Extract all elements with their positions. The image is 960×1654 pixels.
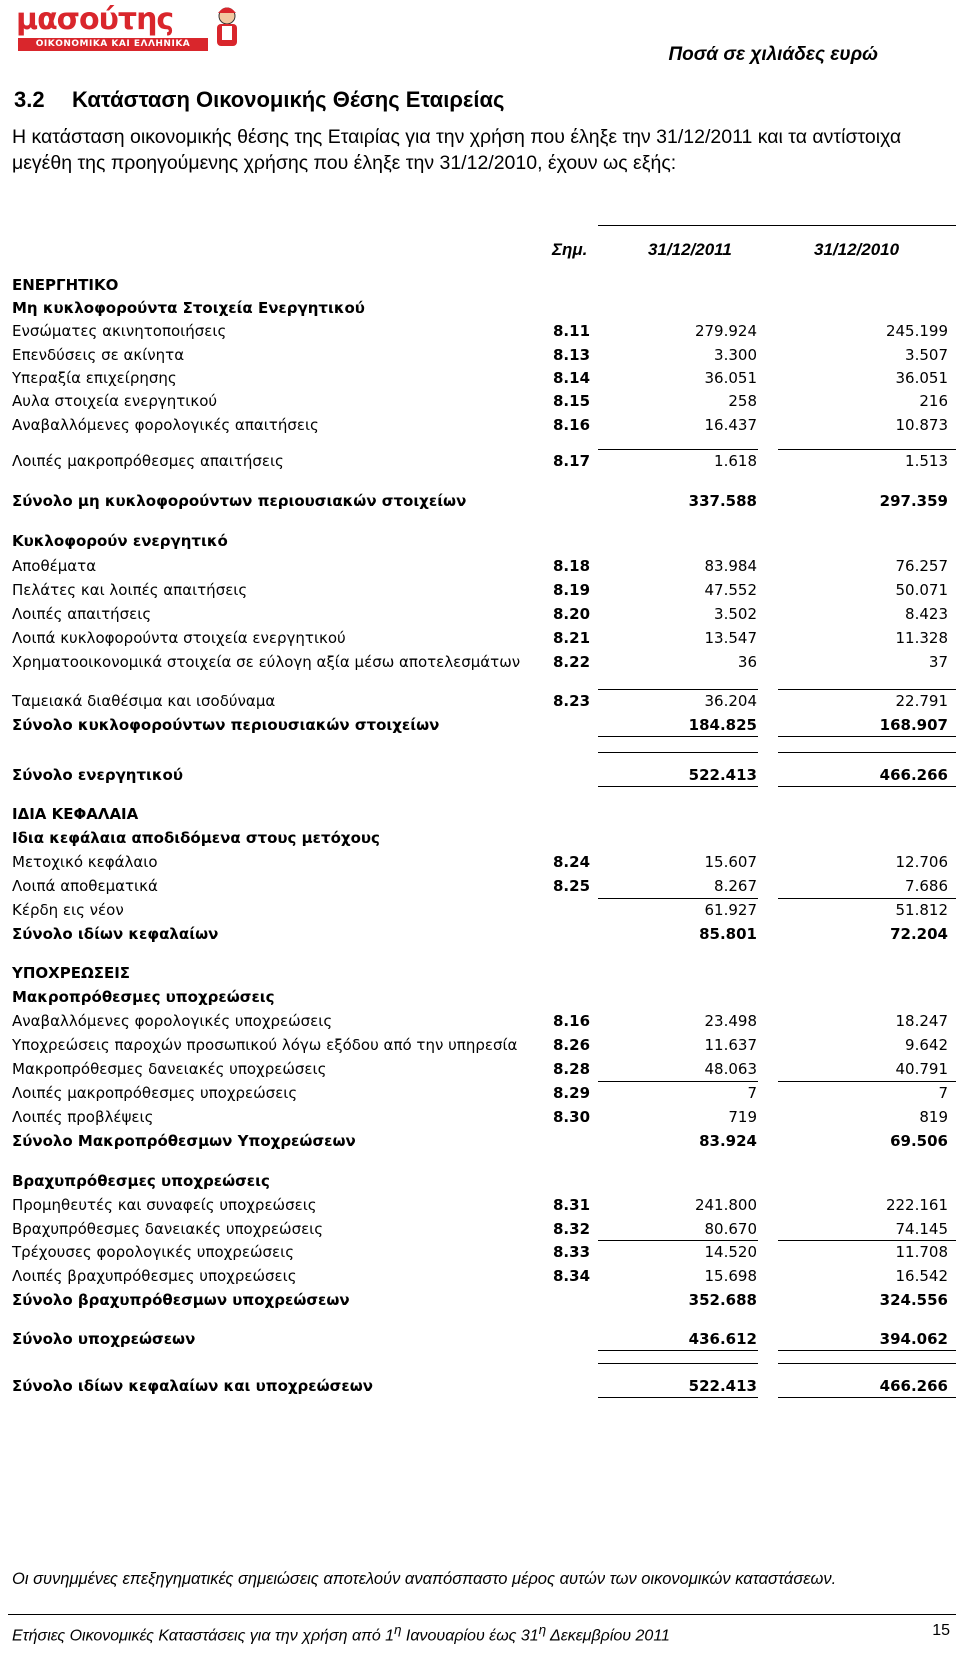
value-2011: 184.825 <box>688 716 757 734</box>
value-2011: 14.520 <box>704 1243 757 1261</box>
row-label: Μακροπρόθεσμες δανειακές υποχρεώσεις <box>12 1060 327 1078</box>
value-2011: 522.413 <box>688 766 757 784</box>
row-label: Λοιπές απαιτήσεις <box>12 605 152 623</box>
row-note: 8.14 <box>553 369 591 387</box>
table-rule <box>778 736 956 737</box>
row-label: Μακροπρόθεσμες υποχρεώσεις <box>12 988 275 1006</box>
value-2010: 11.708 <box>895 1243 948 1261</box>
footer-text-part2: Ιανουαρίου έως 31 <box>401 1627 539 1645</box>
value-2010: 216 <box>919 392 948 410</box>
footnote: Οι συνημμένες επεξηγηματικές σημειώσεις αποτελούν αναπόσπαστο μέρος αυτών των οικονομικών καταστάσεων. <box>12 1570 837 1588</box>
row-label: Αποθέματα <box>12 557 97 575</box>
value-2010: 72.204 <box>890 925 948 943</box>
value-2011: 3.502 <box>714 605 757 623</box>
value-2011: 258 <box>728 392 757 410</box>
table-row <box>0 1265 960 1287</box>
table-rule <box>598 898 758 899</box>
header-2011: 31/12/2011 <box>648 240 732 259</box>
row-note: 8.28 <box>553 1060 591 1078</box>
value-2011: 279.924 <box>694 322 757 340</box>
value-2011: 352.688 <box>688 1291 757 1309</box>
value-2010: 22.791 <box>895 692 948 710</box>
row-label: ΕΝΕΡΓΗΤΙΚΟ <box>12 276 119 294</box>
total-row <box>0 764 960 786</box>
table-row <box>0 875 960 897</box>
table-row <box>0 320 960 342</box>
value-2011: 13.547 <box>704 629 757 647</box>
row-note: 8.24 <box>553 853 591 871</box>
value-2010: 10.873 <box>895 416 948 434</box>
section-title: Κατάσταση Οικονομικής Θέσης Εταιρείας <box>72 87 505 112</box>
row-note: 8.16 <box>553 1012 591 1030</box>
value-2011: 15.698 <box>704 1267 757 1285</box>
value-2011: 11.637 <box>704 1036 757 1054</box>
row-label: Μη κυκλοφορούντα Στοιχεία Ενεργητικού <box>12 299 365 317</box>
section-heading-row <box>0 827 960 849</box>
section-heading-row <box>0 1170 960 1192</box>
intro-paragraph: Η κατάσταση οικονομικής θέσης της Εταιρίας για την χρήση που έληξε την 31/12/2011 και τα αντίστοιχα μεγέθη της προηγούμενης χρήσης που έληξε την 31/12/2010, έχουν ως εξής: <box>12 126 902 174</box>
total-row <box>0 1375 960 1397</box>
table-rule <box>778 1350 956 1351</box>
value-2011: 3.300 <box>714 346 757 364</box>
row-note: 8.33 <box>553 1243 591 1261</box>
total-row <box>0 1289 960 1311</box>
table-rule <box>598 1350 758 1351</box>
row-note: 8.20 <box>553 605 591 623</box>
value-2011: 36.204 <box>704 692 757 710</box>
table-rule <box>598 786 758 787</box>
section-heading-row <box>0 962 960 984</box>
value-2011: 36 <box>737 653 757 671</box>
value-2011: 83.924 <box>699 1132 757 1150</box>
value-2010: 222.161 <box>885 1196 948 1214</box>
value-2011: 23.498 <box>704 1012 757 1030</box>
value-2010: 12.706 <box>895 853 948 871</box>
table-rule <box>598 1240 758 1241</box>
row-label: Επενδύσεις σε ακίνητα <box>12 346 185 364</box>
row-note: 8.31 <box>553 1196 591 1214</box>
section-heading-row <box>0 986 960 1008</box>
row-note: 8.25 <box>553 877 591 895</box>
table-row <box>0 1241 960 1263</box>
row-label: Χρηματοοικονομικά στοιχεία σε εύλογη αξία μέσω αποτελεσμάτων <box>12 653 521 671</box>
value-2010: 8.423 <box>905 605 948 623</box>
value-2011: 436.612 <box>688 1330 757 1348</box>
value-2011: 85.801 <box>699 925 757 943</box>
value-2011: 36.051 <box>704 369 757 387</box>
value-2011: 7 <box>747 1084 757 1102</box>
section-number: 3.2 <box>14 87 45 112</box>
value-2010: 69.506 <box>890 1132 948 1150</box>
value-2011: 522.413 <box>688 1377 757 1395</box>
table-row <box>0 1082 960 1104</box>
row-label: Βραχυπρόθεσμες δανειακές υποχρεώσεις <box>12 1220 324 1238</box>
row-label: Κυκλοφορούν ενεργητικό <box>12 532 228 550</box>
value-2010: 74.145 <box>895 1220 948 1238</box>
section-heading-row <box>0 274 960 296</box>
table-row <box>0 344 960 366</box>
value-2010: 466.266 <box>879 766 948 784</box>
value-2011: 48.063 <box>704 1060 757 1078</box>
page-number: 15 <box>932 1622 950 1639</box>
table-rule <box>778 1081 956 1082</box>
table-rule <box>598 1397 758 1398</box>
table-row <box>0 555 960 577</box>
logo-wordmark: μασούτης <box>16 2 174 37</box>
row-label: Σύνολο υποχρεώσεων <box>12 1330 196 1348</box>
value-2010: 50.071 <box>895 581 948 599</box>
row-note: 8.30 <box>553 1108 591 1126</box>
row-note: 8.15 <box>553 392 591 410</box>
mascot-icon <box>210 4 244 50</box>
row-label: Κέρδη εις νέον <box>12 901 124 919</box>
table-row <box>0 1106 960 1128</box>
total-row <box>0 1130 960 1152</box>
row-label: ΥΠΟΧΡΕΩΣΕΙΣ <box>12 964 131 982</box>
value-2010: 324.556 <box>879 1291 948 1309</box>
table-row <box>0 651 960 673</box>
table-row <box>0 627 960 649</box>
footer-text-part3: Δεκεμβρίου 2011 <box>546 1627 670 1645</box>
table-rule <box>598 1363 758 1364</box>
table-row <box>0 1010 960 1032</box>
footer-text <box>12 1622 670 1645</box>
table-row <box>0 851 960 873</box>
value-2010: 819 <box>919 1108 948 1126</box>
header-top-rule <box>598 225 956 226</box>
value-2011: 8.267 <box>714 877 757 895</box>
row-label: Σύνολο κυκλοφορούντων περιουσιακών στοιχείων <box>12 716 440 734</box>
row-note: 8.22 <box>553 653 591 671</box>
value-2011: 337.588 <box>688 492 757 510</box>
table-row <box>0 1218 960 1240</box>
value-2010: 9.642 <box>905 1036 948 1054</box>
value-2011: 47.552 <box>704 581 757 599</box>
value-2011: 61.927 <box>704 901 757 919</box>
row-label: Προμηθευτές και συναφείς υποχρεώσεις <box>12 1196 317 1214</box>
table-rule <box>778 689 956 690</box>
total-row <box>0 490 960 512</box>
table-row <box>0 390 960 412</box>
header-note: Σημ. <box>552 240 588 259</box>
footer-rule <box>8 1614 956 1615</box>
row-label: Αναβαλλόμενες φορολογικές απαιτήσεις <box>12 416 319 434</box>
section-heading-row <box>0 530 960 552</box>
table-rule <box>598 689 758 690</box>
total-row <box>0 714 960 736</box>
row-note: 8.23 <box>553 692 591 710</box>
row-label: Μετοχικό κεφάλαιο <box>12 853 158 871</box>
row-label: Σύνολο ενεργητικού <box>12 766 183 784</box>
row-note: 8.18 <box>553 557 591 575</box>
value-2010: 3.507 <box>905 346 948 364</box>
value-2011: 241.800 <box>694 1196 757 1214</box>
table-rule <box>598 736 758 737</box>
value-2011: 80.670 <box>704 1220 757 1238</box>
row-note: 8.21 <box>553 629 591 647</box>
row-note: 8.26 <box>553 1036 591 1054</box>
value-2011: 83.984 <box>704 557 757 575</box>
row-label: ΙΔΙΑ ΚΕΦΑΛΑΙΑ <box>12 805 139 823</box>
header-2010: 31/12/2010 <box>814 240 900 259</box>
table-row <box>0 603 960 625</box>
row-label: Πελάτες και λοιπές απαιτήσεις <box>12 581 248 599</box>
table-rule <box>778 786 956 787</box>
value-2010: 11.328 <box>895 629 948 647</box>
value-2010: 51.812 <box>895 901 948 919</box>
table-row <box>0 579 960 601</box>
value-2010: 245.199 <box>885 322 948 340</box>
row-note: 8.13 <box>553 346 591 364</box>
value-2010: 40.791 <box>895 1060 948 1078</box>
row-label: Τρέχουσες φορολογικές υποχρεώσεις <box>12 1243 295 1261</box>
row-note: 8.19 <box>553 581 591 599</box>
total-row <box>0 923 960 945</box>
footer-text-part1: Ετήσιες Οικονομικές Καταστάσεις για την χρήση από 1 <box>12 1627 395 1645</box>
row-note: 8.11 <box>553 322 591 340</box>
row-label: Αναβαλλόμενες φορολογικές υποχρεώσεις <box>12 1012 333 1030</box>
logo-tagline: ΟΙΚΟΝΟΜΙΚΑ ΚΑΙ ΕΛΛΗΝΙΚΑ <box>18 38 208 51</box>
footer-sup2: η <box>538 1622 547 1637</box>
table-row <box>0 1058 960 1080</box>
row-note: 8.32 <box>553 1220 591 1238</box>
table-row <box>0 690 960 712</box>
table-rule <box>778 1397 956 1398</box>
table-row <box>0 1194 960 1216</box>
value-2010: 36.051 <box>895 369 948 387</box>
row-note: 8.34 <box>553 1267 591 1285</box>
row-label: Λοιπά αποθεματικά <box>12 877 158 895</box>
row-label: Βραχυπρόθεσμες υποχρεώσεις <box>12 1172 270 1190</box>
value-2010: 466.266 <box>879 1377 948 1395</box>
value-2010: 18.247 <box>895 1012 948 1030</box>
table-row <box>0 414 960 436</box>
value-2010: 16.542 <box>895 1267 948 1285</box>
value-2011: 719 <box>728 1108 757 1126</box>
section-heading-row <box>0 803 960 825</box>
table-rule <box>778 898 956 899</box>
currency-note: Ποσά σε χιλιάδες ευρώ <box>668 44 878 65</box>
row-label: Σύνολο ιδίων κεφαλαίων και υποχρεώσεων <box>12 1377 373 1395</box>
row-label: Λοιπές προβλέψεις <box>12 1108 154 1126</box>
value-2011: 16.437 <box>704 416 757 434</box>
row-label: Λοιπά κυκλοφορούντα στοιχεία ενεργητικού <box>12 629 346 647</box>
table-rule <box>778 1240 956 1241</box>
section-heading-row <box>0 297 960 319</box>
table-rule <box>598 1081 758 1082</box>
footer-sup1: η <box>394 1622 402 1637</box>
table-row <box>0 367 960 389</box>
value-2011: 1.618 <box>714 452 757 470</box>
table-row <box>0 1034 960 1056</box>
row-label: Σύνολο βραχυπρόθεσμων υποχρεώσεων <box>12 1291 350 1309</box>
row-label: Υποχρεώσεις παροχών προσωπικού λόγω εξόδου από την υπηρεσία <box>12 1036 518 1054</box>
value-2011: 15.607 <box>704 853 757 871</box>
row-note: 8.17 <box>553 452 591 470</box>
row-label: Ενσώματες ακινητοποιήσεις <box>12 322 227 340</box>
value-2010: 168.907 <box>879 716 948 734</box>
value-2010: 394.062 <box>879 1330 948 1348</box>
row-label: Σύνολο ιδίων κεφαλαίων <box>12 925 219 943</box>
table-rule <box>598 449 758 450</box>
row-label: Λοιπές μακροπρόθεσμες απαιτήσεις <box>12 452 284 470</box>
table-rule <box>598 752 758 753</box>
table-row <box>0 899 960 921</box>
value-2010: 37 <box>928 653 948 671</box>
value-2010: 297.359 <box>879 492 948 510</box>
total-row <box>0 1328 960 1350</box>
value-2010: 1.513 <box>905 452 948 470</box>
value-2010: 7 <box>938 1084 948 1102</box>
row-label: Αυλα στοιχεία ενεργητικού <box>12 392 218 410</box>
company-logo <box>14 2 242 52</box>
table-rule <box>778 449 956 450</box>
row-label: Λοιπές μακροπρόθεσμες υποχρεώσεις <box>12 1084 298 1102</box>
row-label: Λοιπές βραχυπρόθεσμες υποχρεώσεις <box>12 1267 297 1285</box>
row-label: Ταμειακά διαθέσιμα και ισοδύναμα <box>12 692 276 710</box>
value-2010: 7.686 <box>905 877 948 895</box>
row-label: Σύνολο μη κυκλοφορούντων περιουσιακών στοιχείων <box>12 492 467 510</box>
row-note: 8.16 <box>553 416 591 434</box>
table-rule <box>778 752 956 753</box>
row-label: Ιδια κεφάλαια αποδιδόμενα στους μετόχους <box>12 829 380 847</box>
table-rule <box>778 1363 956 1364</box>
table-row <box>0 450 960 472</box>
value-2010: 76.257 <box>895 557 948 575</box>
row-label: Υπεραξία επιχείρησης <box>12 369 177 387</box>
row-note: 8.29 <box>553 1084 591 1102</box>
row-label: Σύνολο Μακροπρόθεσμων Υποχρεώσεων <box>12 1132 356 1150</box>
